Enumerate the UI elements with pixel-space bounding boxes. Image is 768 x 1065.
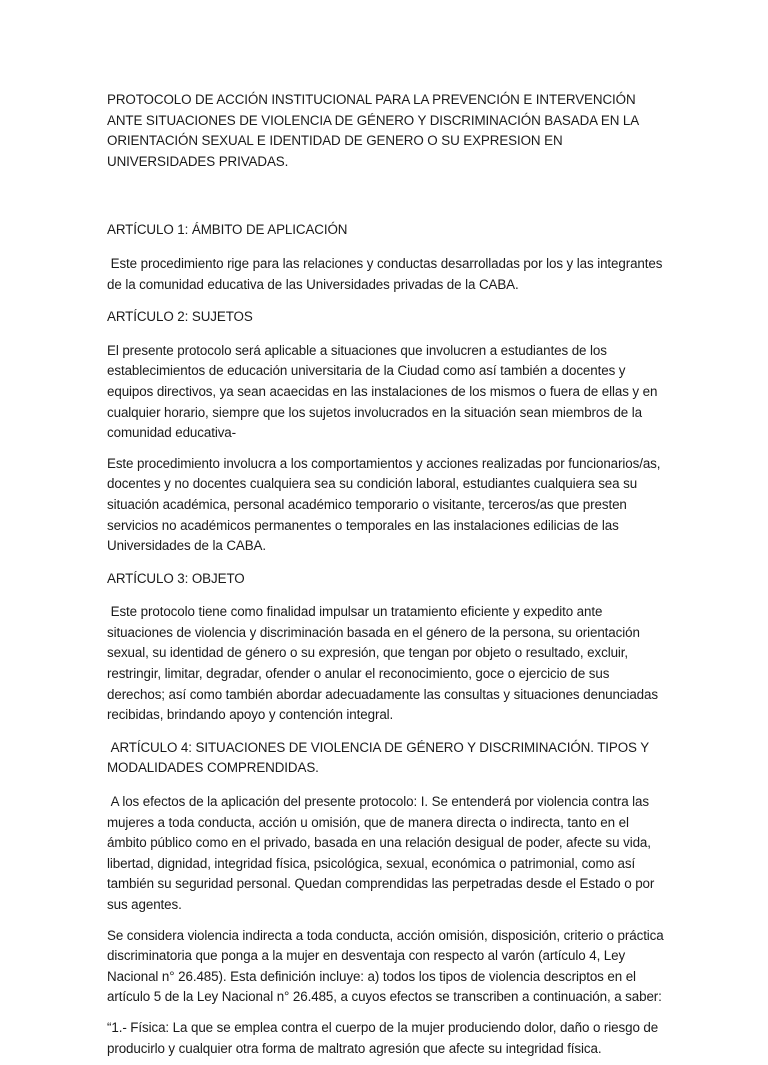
article-4-paragraph-1: A los efectos de la aplicación del presente protocolo: I. Se entenderá por violencia contra las mujeres a toda conducta, acción u omisión, que de manera directa o indirecta, tanto en el ámbito público como en el privado, basada en una relación desigual de poder, afecte su vida, libertad, dignidad, integridad física, psicológica, sexual, económica o patrimonial, como así también su seguridad personal. Quedan comprendidas las perpetradas desde el Estado o por sus agentes. bbox=[107, 794, 658, 912]
article-1-paragraph-1: Este procedimiento rige para las relaciones y conductas desarrolladas por los y las integrantes de la comunidad educativa de las Universidades privadas de la CABA. bbox=[107, 255, 666, 292]
article-1-heading: ARTÍCULO 1: ÁMBITO DE APLICACIÓN bbox=[107, 222, 348, 238]
article-2-heading: ARTÍCULO 2: SUJETOS bbox=[107, 309, 253, 325]
article-2-paragraph-2: Este procedimiento involucra a los comportamientos y acciones realizadas por funcionarios/as, docentes y no docentes cualquiera sea su condición laboral, estudiantes cualquiera sea su situación académica, personal académico temporario o visitante, terceros/as que presten servicios no académicos permanentes o temporales en las instalaciones edilicias de las Universidades de la CABA. bbox=[107, 455, 661, 554]
article-3-paragraph-1: Este protocolo tiene como finalidad impulsar un tratamiento eficiente y expedito ante situaciones de violencia y discriminación basada en el género de la persona, su orientación sexual, su identidad de género o su expresión, que tengan por objeto o resultado, excluir, restringir, limitar, degradar, ofender o anular el reconocimiento, goce o ejercicio de sus derechos; así como también abordar adecuadamente las consultas y situaciones denunciadas recibidas, brindando apoyo y contención integral. bbox=[107, 604, 662, 723]
article-4-heading: ARTÍCULO 4: SITUACIONES DE VIOLENCIA DE GÉNERO Y DISCRIMINACIÓN. TIPOS Y MODALIDADES COMPRENDIDAS. bbox=[107, 739, 653, 776]
document-title: PROTOCOLO DE ACCIÓN INSTITUCIONAL PARA LA PREVENCIÓN E INTERVENCIÓN ANTE SITUACIONES DE VIOLENCIA DE GÉNERO Y DISCRIMINACIÓN BASADA EN LA ORIENTACIÓN SEXUAL E IDENTIDAD DE GENERO O SU EXPRESION EN UNIVERSIDADES PRIVADAS. bbox=[107, 92, 639, 169]
document-page bbox=[107, 90, 667, 1065]
article-4-paragraph-3: “1.- Física: La que se emplea contra el cuerpo de la mujer produciendo dolor, daño o riesgo de producirlo y cualquier otra forma de maltrato agresión que afecte su integridad física. bbox=[107, 1019, 659, 1056]
article-3-heading: ARTÍCULO 3: OBJETO bbox=[107, 570, 245, 586]
article-4-paragraph-2: Se considera violencia indirecta a toda conducta, acción omisión, disposición, criterio o práctica discriminatoria que ponga a la mujer en desventaja con respecto al varón (artículo 4, Ley Nacional n° 26.485). Esta definición incluye: a) todos los tipos de violencia descriptos en el artículo 5 de la Ley Nacional n° 26.485, a cuyos efectos se transcriben a continuación, a saber: bbox=[107, 927, 664, 1005]
article-2-paragraph-1: El presente protocolo será aplicable a situaciones que involucren a estudiantes de los establecimientos de educación universitaria de la Ciudad como así también a docentes y equipos directivos, ya sean acaecidas en las instalaciones de los mismos o fuera de ellas y en cualquier horario, siempre que los sujetos involucrados en la situación sean miembros de la comunidad educativa- bbox=[107, 342, 658, 441]
